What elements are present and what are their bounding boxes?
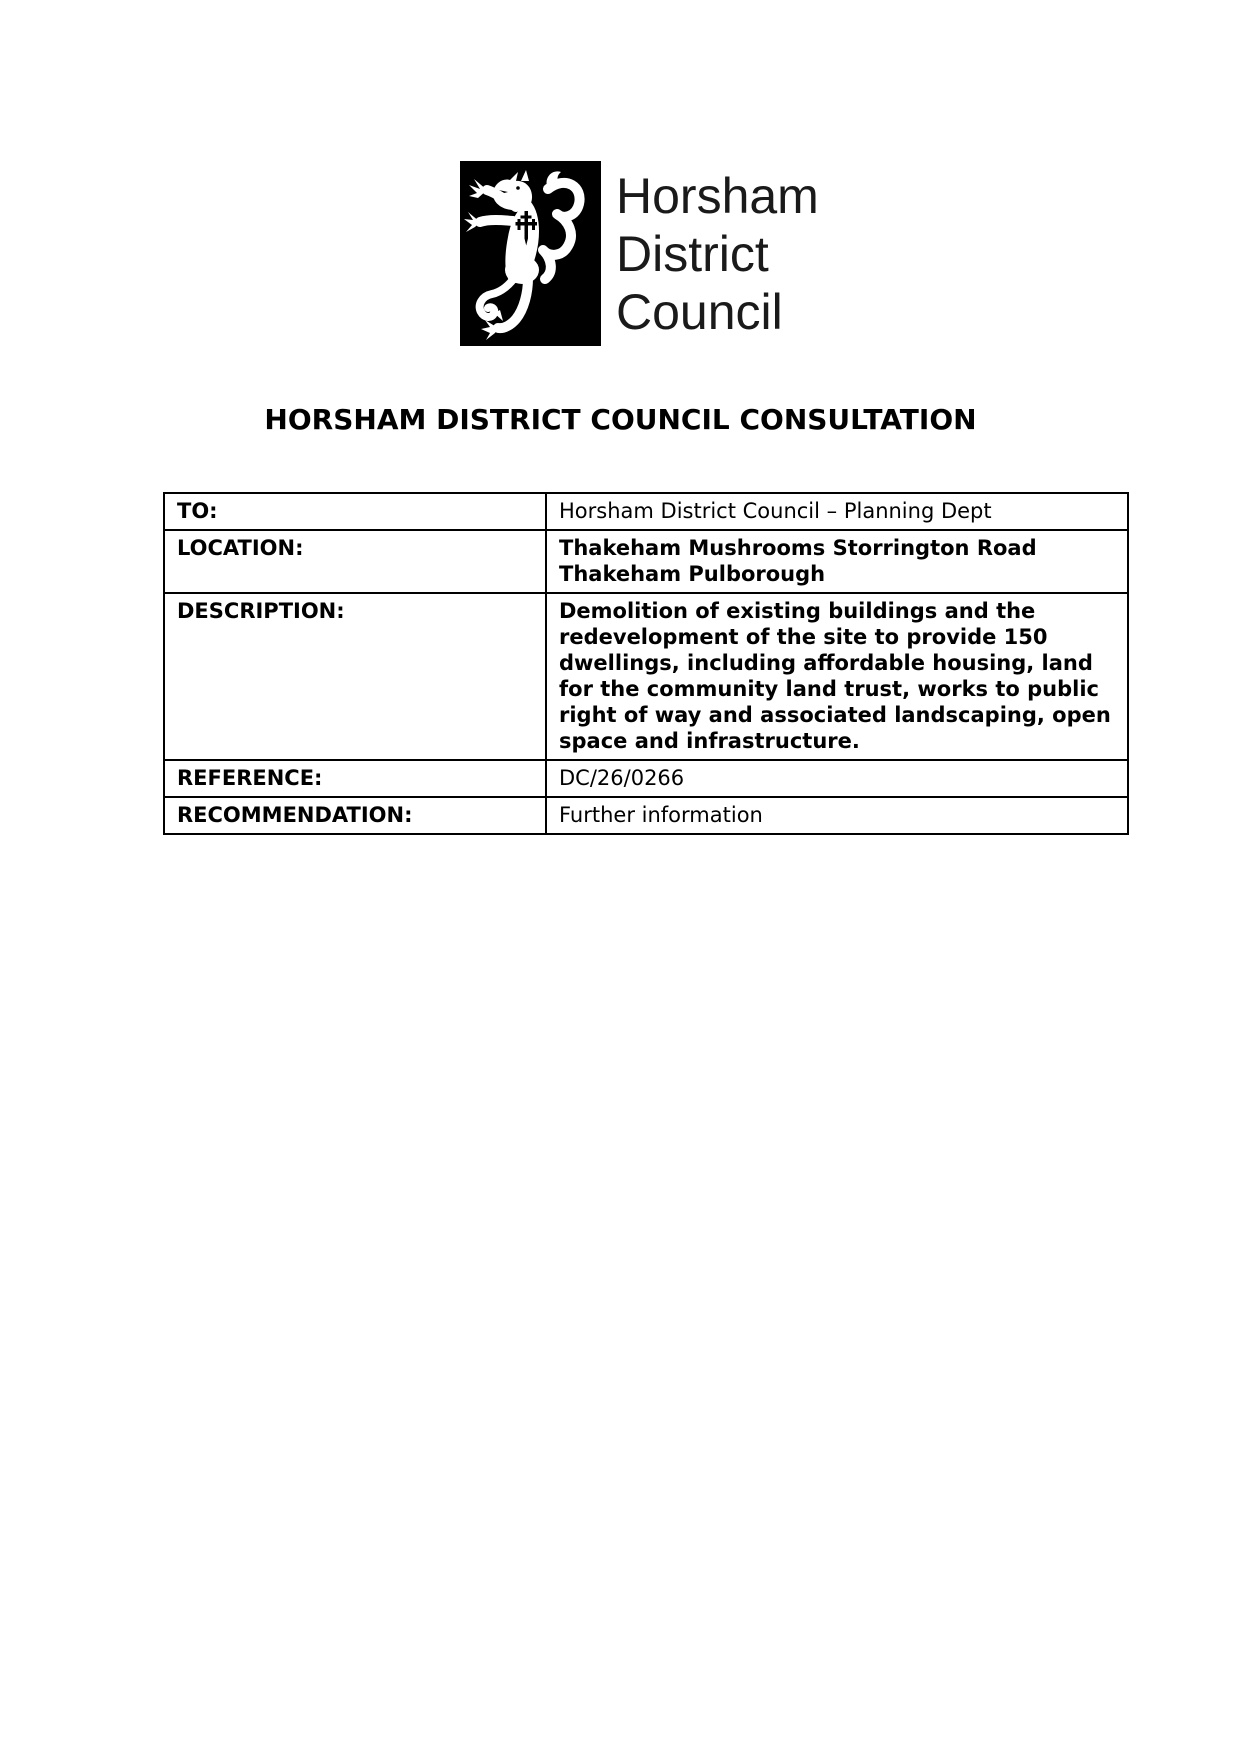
table-row-location <box>164 530 1128 593</box>
row-value-to: Horsham District Council – Planning Dept <box>546 493 1128 530</box>
row-value-description: Demolition of existing buildings and the redevelopment of the site to provide 150 dwellings, including affordable housing, land for the community land trust, works to public right of way and associated landscaping, open space and infrastructure. <box>546 593 1128 760</box>
row-label-reference: REFERENCE: <box>164 760 546 797</box>
consultation-table <box>163 492 1129 835</box>
logo-line-1: Horsham <box>616 168 819 224</box>
table-row-description <box>164 593 1128 760</box>
table-row-recommendation <box>164 797 1128 834</box>
council-logo <box>460 161 819 346</box>
row-value-recommendation: Further information <box>546 797 1128 834</box>
page-title: HORSHAM DISTRICT COUNCIL CONSULTATION <box>264 403 977 436</box>
row-label-recommendation: RECOMMENDATION: <box>164 797 546 834</box>
logo-line-3: Council <box>616 284 783 340</box>
row-label-location: LOCATION: <box>164 530 546 593</box>
logo-wordmark <box>616 167 819 341</box>
logo-line-2: District <box>616 226 769 282</box>
lion-rampant-icon <box>460 161 601 346</box>
table-row-to <box>164 493 1128 530</box>
table-row-reference <box>164 760 1128 797</box>
row-value-location: Thakeham Mushrooms Storrington Road Thakeham Pulborough <box>546 530 1128 593</box>
row-label-description: DESCRIPTION: <box>164 593 546 760</box>
row-label-to: TO: <box>164 493 546 530</box>
row-value-reference: DC/26/0266 <box>546 760 1128 797</box>
